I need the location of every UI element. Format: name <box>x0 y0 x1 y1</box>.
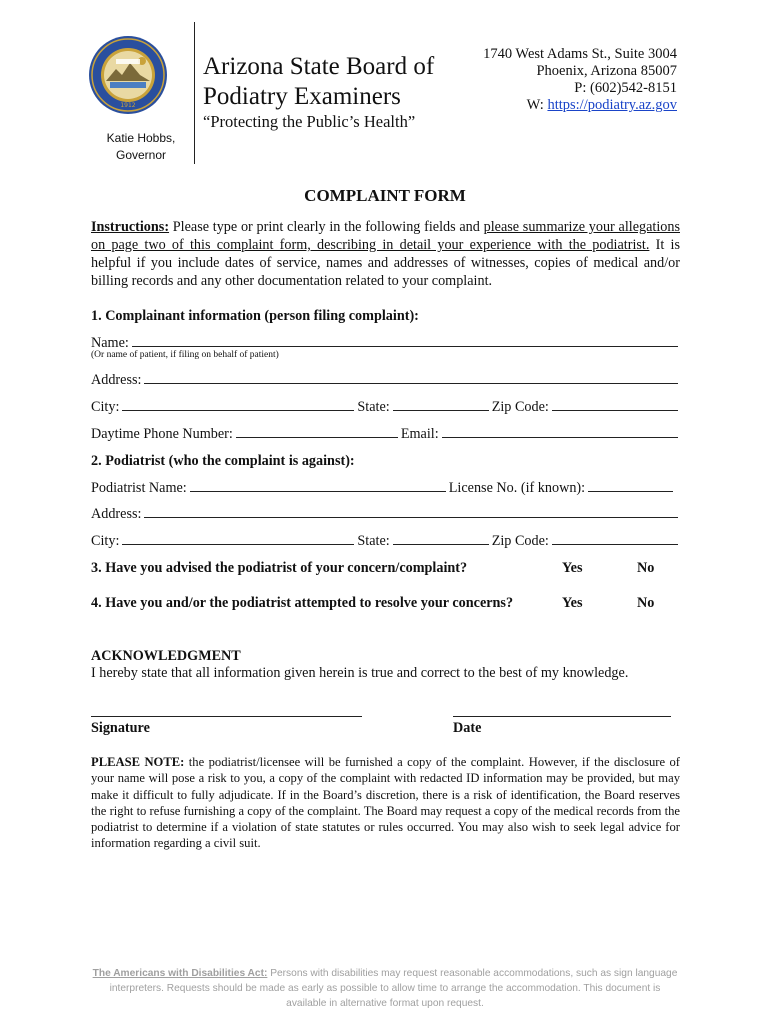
please-note: PLEASE NOTE: the podiatrist/licensee will be furnished a copy of the complaint. However, if the disclosure of your name will pose a risk to you, a copy of the complaint with redacted ID information may be provided, but may make it difficult to fully adjudicate. If in the Board’s discretion, there is a risk of identification, the Board reserves the right to refuse furnishing a copy of the complaint. The Board may request a copy of the medical records from the podiatrist to determine if a violation of state statutes or rules occurred. You may also wish to seek legal advice for information regarding a civil suit. <box>91 755 680 851</box>
instructions: Instructions: Please type or print clearly in the following fields and please summarize your allegations on page two of this complaint form, describing in detail your experience with the podiatrist. It is helpful if you include dates of service, names and addresses of witnesses, copies of medical and/or billing records and any other documentation related to your complaint. <box>91 219 680 289</box>
complainant-name-field[interactable] <box>132 334 678 347</box>
date-label: Date <box>453 720 482 736</box>
acknowledgment-text: I hereby state that all information given herein is true and correct to the best of my knowledge. <box>91 665 629 681</box>
complainant-zip-field[interactable] <box>552 398 678 411</box>
date-field[interactable] <box>453 716 671 717</box>
podiatrist-address-row: Address: <box>91 505 681 523</box>
form-title: COMPLAINT FORM <box>304 186 466 205</box>
podiatrist-name-row: Podiatrist Name: License No. (if known): <box>91 479 681 497</box>
signature-label: Signature <box>91 720 150 736</box>
state-seal-icon <box>88 35 168 115</box>
podiatrist-address-field[interactable] <box>144 505 678 518</box>
website-link[interactable]: https://podiatry.az.gov <box>547 97 677 113</box>
complainant-address-row: Address: <box>91 371 681 389</box>
header-divider <box>194 22 195 164</box>
signature-field[interactable] <box>91 716 362 717</box>
section1-heading: 1. Complainant information (person filing complaint): <box>91 308 419 324</box>
question3-yes-option[interactable]: Yes <box>562 560 583 576</box>
section2-heading: 2. Podiatrist (who the complaint is against): <box>91 453 355 469</box>
governor-block <box>88 130 194 164</box>
question4-text: 4. Have you and/or the podiatrist attempted to resolve your concerns? <box>91 595 514 611</box>
question4-no-option[interactable]: No <box>637 595 655 611</box>
podiatrist-license-field[interactable] <box>588 479 673 492</box>
board-address: 1740 West Adams St., Suite 3004 Phoenix, Arizona 85007 P: (602)542-8151 W: https://podiatry.az.gov <box>483 46 677 113</box>
name-note: (Or name of patient, if filing on behalf of patient) <box>91 350 279 360</box>
complainant-email-field[interactable] <box>442 425 678 438</box>
podiatrist-name-field[interactable] <box>190 479 446 492</box>
complainant-phone-field[interactable] <box>236 425 398 438</box>
board-motto: “Protecting the Public’s Health” <box>203 112 416 131</box>
podiatrist-zip-field[interactable] <box>552 532 678 545</box>
question4-yes-option[interactable]: Yes <box>562 595 583 611</box>
acknowledgment-title: ACKNOWLEDGMENT <box>91 648 241 664</box>
complainant-city-field[interactable] <box>122 398 354 411</box>
question3-text: 3. Have you advised the podiatrist of your concern/complaint? <box>91 560 468 576</box>
complainant-city-row: City: State: Zip Code: <box>91 398 681 416</box>
question3-no-option[interactable]: No <box>637 560 655 576</box>
podiatrist-city-row: City: State: Zip Code: <box>91 532 681 550</box>
complainant-state-field[interactable] <box>393 398 489 411</box>
governor-name: Katie Hobbs, <box>106 131 176 145</box>
ada-footer: The Americans with Disabilities Act: Persons with disabilities may request reasonable accommodations, such as sign language interpreters. Requests should be made as early as possible to allow time to arrange the accommodation. This document is available in alternative format upon request. <box>92 968 678 1009</box>
podiatrist-city-field[interactable] <box>122 532 354 545</box>
governor-title: Governor <box>115 148 167 162</box>
svg-text:1912: 1912 <box>120 102 136 109</box>
podiatrist-state-field[interactable] <box>393 532 489 545</box>
board-name: Arizona State Board of Podiatry Examiners <box>203 53 435 110</box>
complainant-name-row: Name: <box>91 334 681 352</box>
complainant-address-field[interactable] <box>144 371 678 384</box>
complainant-contact-row: Daytime Phone Number: Email: <box>91 425 681 443</box>
